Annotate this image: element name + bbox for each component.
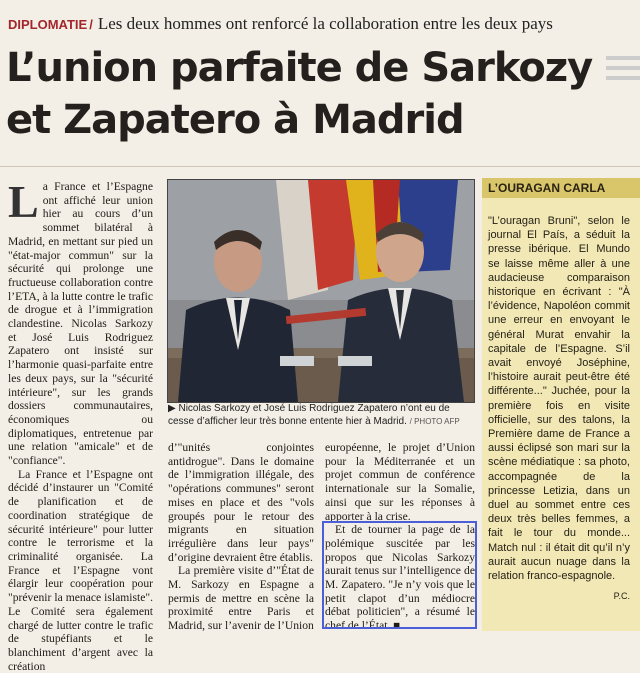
highlighted-paragraph: Et de tourner la page de la polémique suscitée par les propos que Nicolas Sarkozy aurait tenus sur l’intelligence de M. Zapatero. "Je n’y vois que le petit clapot d’un médiocre débat politicien", a résumé le chef de l’État. ■: [325, 523, 475, 633]
sidebar-text: "L’ouragan Bruni", selon le journal El País, a séduit la presse ibérique. El Mundo se laisse même aller à une audacieuse comparaison historique en écrivant : "À l’évidence, Napoléon commit une erreur en envoyant le général Murat envahir la capitale de l’Espagne. S’il avait envoyé Joséphine, l’histoire aurait peut-être été différente..." Juchée, pour la première fois en visite officielle, sur des talons, la Première dame de France a aussi éclipsé son mari sur la scène médiatique : sa photo, accompagnée de la princesse Letizia, dans un duel au sommet entre ces deux très belles femmes, a fait le tour du monde... Match nul : il était dit qu’il n’y aurait aucun nuage dans la relation franco-espagnole.: [488, 215, 630, 583]
caption-text: Nicolas Sarkozy et José Luis Rodriguez Zapatero n’ont eu de cesse d’afficher leur très bonne entente hier à Madrid.: [168, 403, 450, 427]
headline-line-2: et Zapatero à Madrid: [6, 97, 464, 143]
paragraph: La France et l’Espagne ont décidé d’instaurer un "Comité de planification et de coordination stratégique de sécurité intérieure" pour lutter contre le terrorisme et la criminalité organisée. La France et l’Espagne vont élargir leur coopération pour "prévenir la menace islamiste". Le Comité sera également chargé de lutter contre le trafic de stupéfiants et le blanchiment d’argent avec la création: [8, 467, 153, 673]
paragraph: européenne, le projet d’Union pour la Méditerranée et un projet commun de conférence internationale sur la Somalie, ainsi que sur les réponses à apporter à la crise.: [325, 441, 475, 523]
paragraph: La première visite d’"État de M. Sarkozy en Espagne a permis de mettre en scène la proximité entre Paris et Madrid, sur l’avenir de l’Union: [168, 564, 314, 633]
headline-line-1: L’union parfaite de Sarkozy: [6, 45, 593, 91]
sidebar-body: [488, 214, 630, 603]
sidebar-title: L’OURAGAN CARLA: [482, 178, 640, 198]
sidebar-signature: P.C.: [613, 591, 630, 602]
kicker-label: DIPLOMATIE: [8, 17, 88, 32]
photo-illustration: [168, 180, 474, 402]
kicker-line: [8, 14, 553, 36]
headline: [6, 42, 606, 146]
headline-divider: [0, 166, 640, 167]
kicker-separator: /: [89, 17, 93, 32]
sidebar-box: [482, 178, 640, 631]
paragraph: a France et l’Espagne ont affiché leur union hier au cours d’un sommet bilatéral à Madrid, en mettant sur pied un "état-major commun" sur la sécurité qui prolonge une fructueuse collaboration contre l’ETA, à la lutte contre le trafic de drogue et à l’immigration clandestine. Nicolas Sarkozy et José Luis Rodriguez Zapatero ont insisté sur l’harmonie quasi-parfaite entre les deux pays, sur la "sécurité intérieure", sur les grands dossiers communautaires, économiques ou diplomatiques, entretenue par une relation "amicale" et de "confiance".: [8, 180, 153, 468]
photo-caption: [168, 402, 474, 428]
news-photo: [167, 179, 475, 403]
article-column-1: [8, 176, 153, 673]
paragraph: d’"unités conjointes antidrogue". Dans le domaine de l’immigration illégale, des "opérations communes" seront mises en place et des "vols groupés pour le retour des migrants en situation irrégulière dans leur pays" d’origine devraient être établis.: [168, 441, 314, 564]
bleed-through-text: [606, 50, 640, 86]
article-column-2: [168, 441, 314, 633]
article-column-3: [325, 441, 475, 633]
deck-text: Les deux hommes ont renforcé la collaboration entre les deux pays: [97, 14, 553, 33]
drop-cap: L: [8, 176, 39, 227]
caption-bullet: ▶: [168, 403, 179, 414]
photo-credit: / PHOTO AFP: [410, 417, 460, 426]
